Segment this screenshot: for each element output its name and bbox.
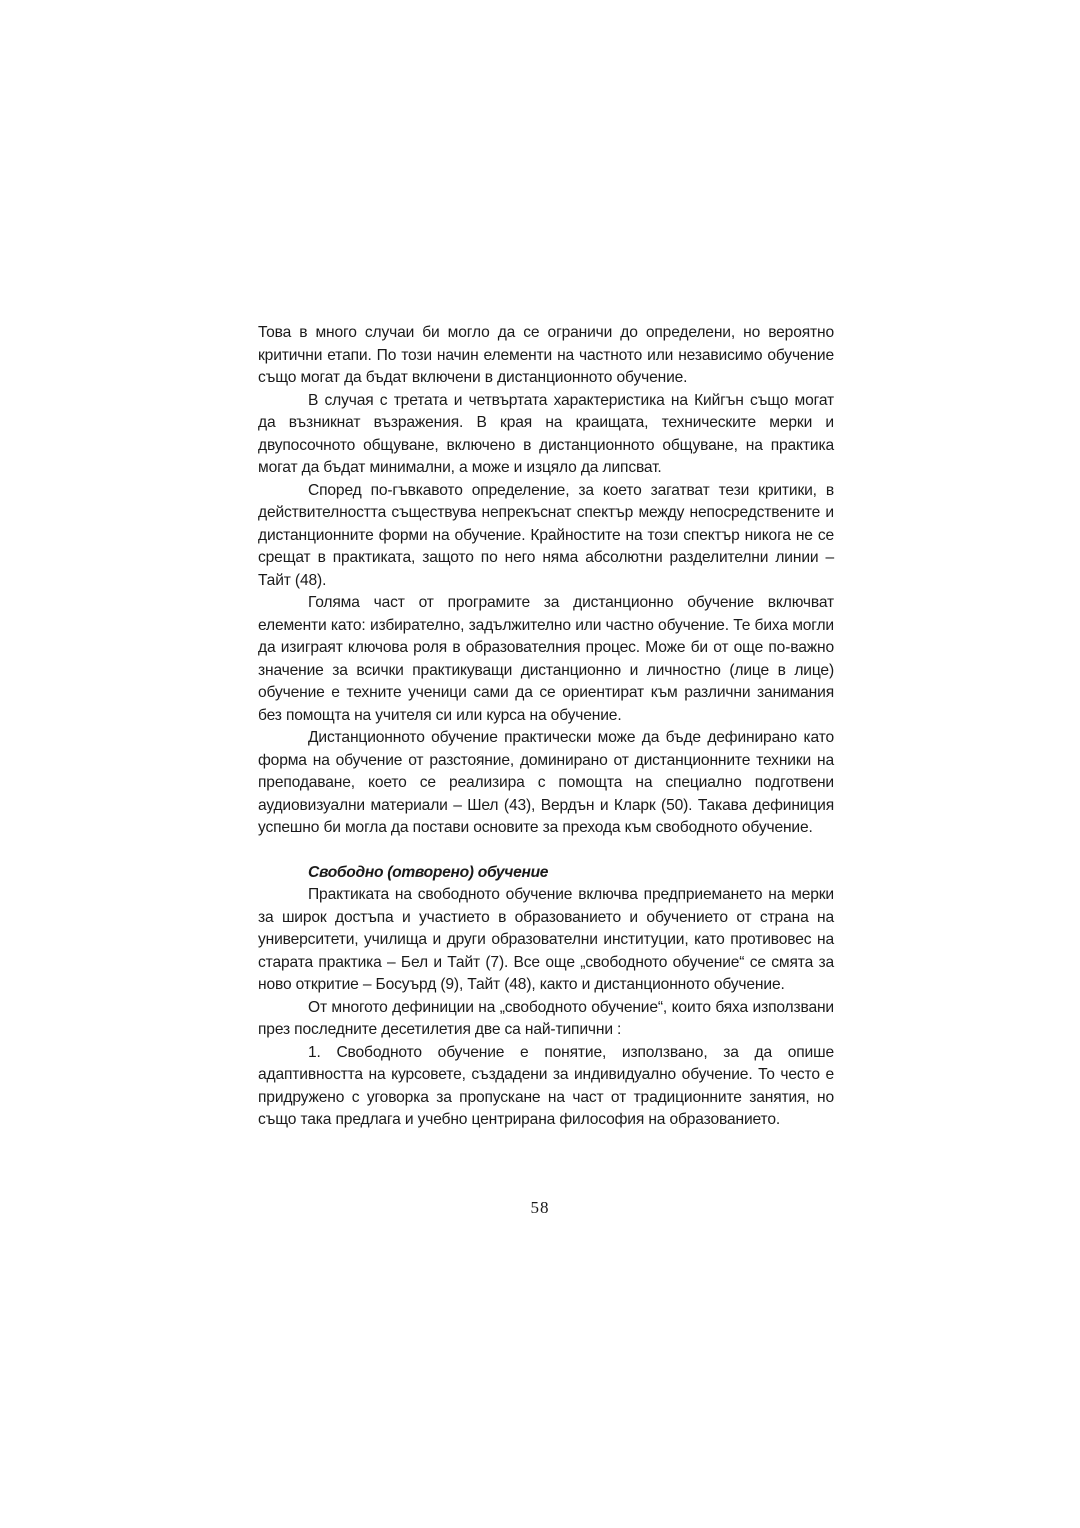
paragraph-6: Практиката на свободното обучение включва предприемането на мерки за широк достъпа и участието в образованието и обучението от страна на университети, училища и други образователни институции, като противовес на старата практика – Бел и Тайт (7). Все още „свободното обучение“ се смята за ново откритие – Босуърд (9), Тайт (48), както и дистанционното обучение. (258, 886, 834, 993)
paragraph-4: Голяма част от програмите за дистанционно обучение включват елементи като: избирателно, задължително или частно обучение. Те биха могли да изиграят ключова роля в образователния процес. Може би от още по-важно значение за всички практикуващи дистанционно и личностно (лице в лице) обучение е техните ученици сами да се ориентират към различни занимания без помощта на учителя си или курса на обучение. (258, 594, 834, 724)
page-number: 58 (530, 1198, 550, 1217)
paragraph-2: В случая с третата и четвъртата характеристика на Кийгън също могат да възникнат възражения. В края на краищата, техническите мерки и двупосочното общуване, включено в дистанционното общуване, на практика могат да бъдат минимални, а може и изцяло да липсват. (258, 391, 834, 476)
paragraph-1: Това в много случаи би могло да се ограничи до определени, но вероятно критични етапи. По този начин елементи на частното или независимо обучение също могат да бъдат включени в дистанционното обучение. (258, 324, 834, 386)
paragraph-5: Дистанционното обучение практически може да бъде дефинирано като форма на обучение от разстояние, доминирано от дистанционните техники на преподаване, което се реализира с помощта на специално подготвени аудиовизуални материали – Шел (43), Вердън и Кларк (50). Такава дефиниция успешно би могла да постави основите за прехода към свободното обучение. (258, 729, 834, 836)
page-body (258, 322, 834, 1132)
paragraph-8: 1. Свободното обучение е понятие, използвано, за да опише адаптивността на курсовете, създадени за индивидуално обучение. То често е придружено с уговорка за пропускане на част от традиционните занятия, но също така предлага и учебно центрирана философия на образованието. (258, 1043, 834, 1128)
section-heading: Свободно (отворено) обучение (308, 863, 549, 881)
paragraph-3: Според по-гъвкавото определение, за което загатват тези критики, в действителността съществува непрекъснат спектър между непосредствените и дистанционните форми на обучение. Крайностите на този спектър никога не се срещат в практиката, защото по него няма абсолютни разделителни линии – Тайт (48). (258, 481, 834, 589)
paragraph-7: От многото дефиниции на „свободното обучение“, които бяха използвани през последните десетилетия две са най-типични : (258, 998, 834, 1038)
